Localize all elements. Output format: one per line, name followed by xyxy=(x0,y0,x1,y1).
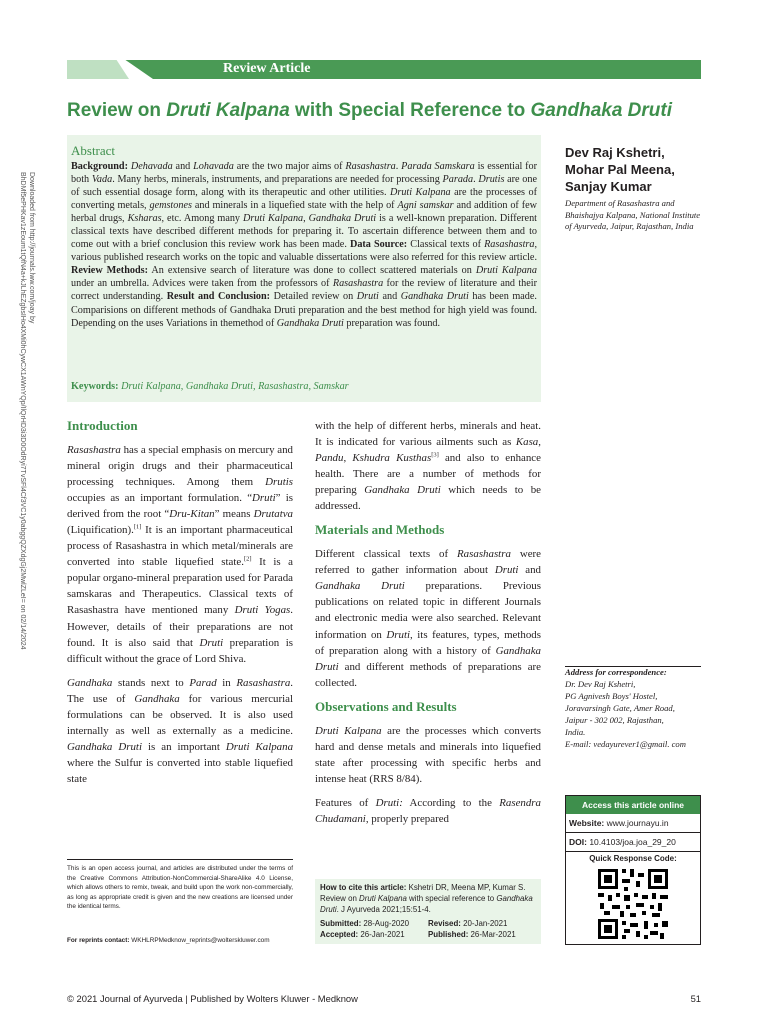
revised-value: 20-Jan-2021 xyxy=(463,918,508,928)
keywords xyxy=(71,381,537,392)
citation-part: Kshetri DR, Meena MP, Kumar S. Review on xyxy=(320,883,526,904)
paragraph: Gandhaka stands next to Parad in Rasashastra. The use of Gandhaka for various mercurial formulations can be observed. It is also used internally as well as externally as a medicine. Gandhaka Druti is an important Druti Kalpana where the Sulfur is converted into stable liquefied state xyxy=(67,676,294,785)
paragraph: Rasashastra has a special emphasis on mercury and mineral origin drugs and their pharmaceutical processing techniques. Among them Drutis occupies as an important formulation. “Druti” is derived from the root “Dru-Kitan” means Drutatva (Liquification).[1] It is an important pharmaceutical process of Rasashastra in which metal/minerals are converted into stable liquefied state.[2] It is a popular organo-mineral preparation used for Parada samskaras and Therapeutics. Classical texts of Rasashastra have mentioned many Druti Yogas. However, details of their preparations are not found. It is also said that Druti preparation is difficult without the grace of Lord Shiva. xyxy=(67,444,294,665)
citation-text xyxy=(320,882,536,916)
article-type-label: Review Article xyxy=(223,61,311,76)
citation-part: . J Ayurveda 2021;15:51-4. xyxy=(336,905,431,915)
citation-box xyxy=(315,879,541,944)
reprints-label: For reprints contact: xyxy=(67,937,130,944)
page-number: 51 xyxy=(690,993,701,1004)
published-value: 26-Mar-2021 xyxy=(470,929,516,939)
website-link[interactable]: www.journayu.in xyxy=(606,818,669,828)
body-column-left xyxy=(67,418,293,795)
citation-italic: Druti Kalpana xyxy=(359,894,407,904)
reprints-note xyxy=(67,937,307,944)
dates-row-1 xyxy=(320,918,536,929)
citation-italic: Gandhaka Druti xyxy=(320,894,533,915)
correspondence-email[interactable]: E-mail: vedayurever1@gmail. com xyxy=(565,739,686,749)
title-italic-part: Gandhaka Druti xyxy=(530,100,673,121)
download-watermark: Downloaded from http://journals.lww.com/joay by BhDMf5ePHKav1zEoum1tQfN4a+kJLhEZgbsIHo4XMi0hCywCX1AWnYQp/IlQrHD3i3D0OdRyi7TvSFl4Cf3VC1y0abggQZXdgGj2MwlZLeI= on 02/14/2024 xyxy=(19,172,35,650)
submitted-date xyxy=(320,918,428,929)
paragraph: Different classical texts of Rasashastra were referred to gather information about Druti and Gandhaka Druti preparations. Previous publications on related topic in different Journals and electronic media were also searched. Relevant information on Druti, its features, types, methods of preparation along with a history of Gandhaka Druti and different methods of preparations are collected. xyxy=(315,548,541,689)
footer-copyright: © 2021 Journal of Ayurveda | Published by Wolters Kluwer - Medknow xyxy=(67,993,358,1004)
accepted-date xyxy=(320,929,428,940)
revised-date xyxy=(428,918,507,929)
title-part: with Special Reference to xyxy=(289,100,531,121)
doi-label: DOI: xyxy=(569,837,587,847)
dates-row-2 xyxy=(320,929,536,940)
published-date xyxy=(428,929,516,940)
footnote-divider xyxy=(67,859,293,860)
abstract-heading: Abstract xyxy=(71,143,116,158)
paragraph: Druti Kalpana are the processes which converts hard and dense metals and minerals into liquefied state after processing with specific herbs and intense heat (RRS 8/84). xyxy=(315,724,541,785)
author-name: Mohar Pal Meena, xyxy=(565,162,675,177)
revised-label: Revised: xyxy=(428,918,461,928)
correspondence-name: Dr. Dev Raj Kshetri, xyxy=(565,679,636,689)
correspondence-address-line: Joravarsingh Gate, Amer Road, xyxy=(565,703,675,713)
author-name: Sanjay Kumar xyxy=(565,179,652,194)
keywords-list: Druti Kalpana, Gandhaka Druti, Rasashastra, Samskar xyxy=(121,381,349,392)
abstract-box xyxy=(67,135,541,402)
keywords-label: Keywords: xyxy=(71,381,119,392)
qr-code-icon[interactable] xyxy=(596,867,670,941)
correspondence-heading xyxy=(565,666,705,678)
citation-label: How to cite this article: xyxy=(320,883,407,892)
paragraph: Features of Druti: According to the Rasendra Chudamani, properly prepared xyxy=(315,796,541,825)
correspondence-address-line: Jaipur - 302 002, Rajasthan, xyxy=(565,715,664,725)
article-title xyxy=(67,100,707,122)
section-heading-introduction: Introduction xyxy=(67,418,138,433)
qr-label: Quick Response Code: xyxy=(589,854,677,863)
submitted-label: Submitted: xyxy=(320,918,362,928)
body-column-middle xyxy=(315,418,541,835)
title-part: Review on xyxy=(67,100,167,121)
website-row xyxy=(566,814,700,833)
title-italic-part: Druti Kalpana xyxy=(166,100,290,121)
correspondence-block xyxy=(565,666,705,750)
access-heading: Access this article online xyxy=(566,796,700,814)
license-note: This is an open access journal, and articles are distributed under the terms of the Creative Commons Attribution-NonCommercial-ShareAlike 4.0 License, which allows others to remix, tweak, and build upon the work non-commercially, as long as appropriate credit is given and the new creations are licensed under the identical terms. xyxy=(67,865,293,911)
doi-row xyxy=(566,833,700,852)
website-label: Website: xyxy=(569,818,605,828)
correspondence-heading-text: Address for correspondence: xyxy=(565,667,667,677)
submitted-value: 28-Aug-2020 xyxy=(363,918,410,928)
abstract-text: Background: Dehavada and Lohavada are the two major aims of Rasashastra. Parada Samskara is essential for both Vada. Many herbs, minerals, instruments, and preparations are needed for processing Parada. Drutis are one of such essential dosage form, along with its therapeutic and other utilities. Druti Kalpana are the processes of converting metals, gemstones and minerals in a liquefied state with the help of Agni samskar and addition of few herbal drugs, Ksharas, etc. Among many Druti Kalpana, Gandhaka Druti is a well-known preparation. Different classical texts have described different methods for preparing it. To ascertain difference between them and to come out with a brief conclusion this review work has been made. Data Source: Classical texts of Rasashastra, various published research works on the topic and valuable dissertations were also referred for this review article. Review Methods: An extensive search of literature was done to collect scattered materials on Druti Kalpana under an umbrella. Advices were taken from the professors of Rasashastra for the review of literature and their correct understanding. Result and Conclusion: Detailed review on Druti and Gandhaka Druti has been made. Comparisions on different methods of Gandhaka Druti preparation and the best method for high yield was found. Depending on the uses Variations in themethod of Gandhaka Druti preparation was found. xyxy=(71,161,538,329)
section-heading-materials: Materials and Methods xyxy=(315,522,445,538)
published-label: Published: xyxy=(428,929,469,939)
correspondence-address-line: PG Agnivesh Boys' Hostel, xyxy=(565,691,658,701)
reprints-value: WKHLRPMedknow_reprints@wolterskluwer.com xyxy=(129,937,270,944)
accepted-value: 26-Jan-2021 xyxy=(360,929,405,939)
accepted-label: Accepted: xyxy=(320,929,359,939)
citation-part: with special reference to xyxy=(406,894,497,904)
affiliation: Department of Rasashastra and Bhaishajya Kalpana, National Institute of Ayurveda, Jaipur, Rajasthan, India xyxy=(565,198,701,231)
correspondence-address-line: India. xyxy=(565,727,586,737)
author-name: Dev Raj Kshetri, xyxy=(565,145,665,160)
article-type-banner xyxy=(67,60,701,79)
paragraph: with the help of different herbs, minerals and heat. It is indicated for various ailments such as Kasa, Pandu, Kshudra Kusthas[3] and also to enhance health. There are a number of methods for preparing Gandhaka Druti which needs to be addressed. xyxy=(315,420,541,513)
access-online-box xyxy=(565,795,701,945)
author-list xyxy=(565,144,715,195)
section-heading-observations: Observations and Results xyxy=(315,698,457,714)
page-footer xyxy=(67,993,701,1004)
doi-link[interactable]: 10.4103/joa.joa_29_20 xyxy=(589,837,676,847)
